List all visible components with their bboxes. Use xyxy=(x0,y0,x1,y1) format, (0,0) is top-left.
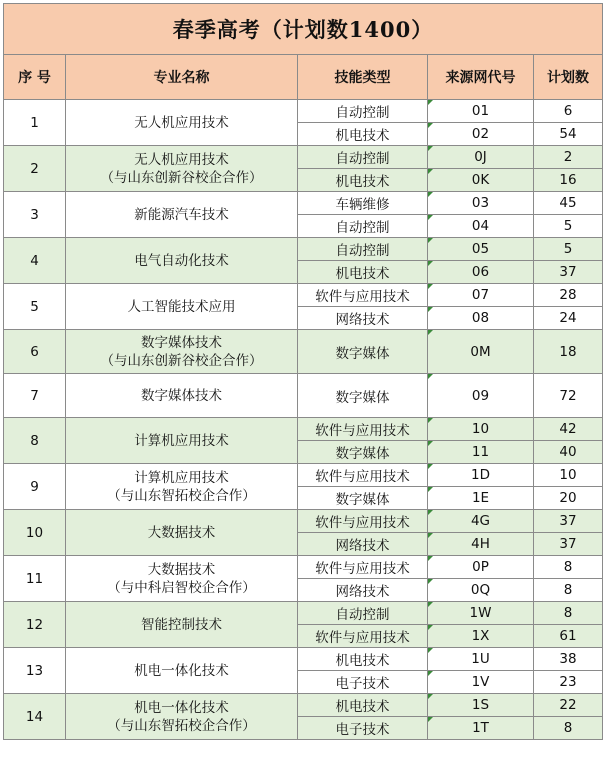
major-name-line: 新能源汽车技术 xyxy=(134,206,229,223)
cell-plan-count: 5 xyxy=(534,238,603,261)
cell-skill-type: 数字媒体 xyxy=(298,374,428,418)
cell-plan-count: 37 xyxy=(534,261,603,284)
cell-skill-type: 车辆维修 xyxy=(298,192,428,215)
cell-plan-count: 8 xyxy=(534,556,603,579)
cell-plan-count: 8 xyxy=(534,717,603,740)
table-row xyxy=(4,146,603,169)
cell-skill-type: 网络技术 xyxy=(298,533,428,556)
cell-skill-type: 数字媒体 xyxy=(298,487,428,510)
cell-source-code: 1D xyxy=(428,464,534,487)
table-row xyxy=(4,464,603,487)
cell-source-code: 1T xyxy=(428,717,534,740)
table-row xyxy=(4,330,603,374)
cell-plan-count: 28 xyxy=(534,284,603,307)
table-title: 春季高考（计划数1400） xyxy=(4,4,603,55)
cell-index: 8 xyxy=(4,418,66,464)
major-name-line: 电气自动化技术 xyxy=(134,252,229,269)
header-major: 专业名称 xyxy=(66,55,298,100)
cell-index: 11 xyxy=(4,556,66,602)
spreadsheet xyxy=(3,3,602,740)
cell-major-name xyxy=(66,602,298,648)
cell-source-code: 0P xyxy=(428,556,534,579)
cell-source-code: 1W xyxy=(428,602,534,625)
cell-major-name xyxy=(66,192,298,238)
cell-plan-count: 24 xyxy=(534,307,603,330)
cell-plan-count: 38 xyxy=(534,648,603,671)
header-plan-count: 计划数 xyxy=(534,55,603,100)
cell-major-name xyxy=(66,284,298,330)
cell-source-code: 09 xyxy=(428,374,534,418)
cell-index: 4 xyxy=(4,238,66,284)
cell-major-name xyxy=(66,510,298,556)
table-row xyxy=(4,284,603,307)
cell-index: 9 xyxy=(4,464,66,510)
major-partner-line: （与山东智拓校企合作） xyxy=(107,487,256,504)
cell-skill-type: 软件与应用技术 xyxy=(298,418,428,441)
cell-plan-count: 72 xyxy=(534,374,603,418)
cell-plan-count: 45 xyxy=(534,192,603,215)
cell-skill-type: 软件与应用技术 xyxy=(298,510,428,533)
cell-skill-type: 机电技术 xyxy=(298,694,428,717)
cell-major-name xyxy=(66,330,298,374)
table-row xyxy=(4,694,603,717)
table-row xyxy=(4,602,603,625)
cell-major-name xyxy=(66,648,298,694)
cell-source-code: 1X xyxy=(428,625,534,648)
cell-major-name xyxy=(66,464,298,510)
cell-source-code: 08 xyxy=(428,307,534,330)
cell-skill-type: 数字媒体 xyxy=(298,330,428,374)
cell-source-code: 0J xyxy=(428,146,534,169)
cell-plan-count: 8 xyxy=(534,602,603,625)
cell-source-code: 02 xyxy=(428,123,534,146)
cell-index: 3 xyxy=(4,192,66,238)
cell-plan-count: 10 xyxy=(534,464,603,487)
cell-plan-count: 6 xyxy=(534,100,603,123)
cell-skill-type: 自动控制 xyxy=(298,146,428,169)
cell-index: 5 xyxy=(4,284,66,330)
cell-plan-count: 18 xyxy=(534,330,603,374)
major-partner-line: （与山东智拓校企合作） xyxy=(107,717,256,734)
cell-index: 14 xyxy=(4,694,66,740)
major-partner-line: （与山东创新谷校企合作） xyxy=(100,352,263,369)
cell-index: 7 xyxy=(4,374,66,418)
major-partner-line: （与山东创新谷校企合作） xyxy=(100,169,263,186)
cell-index: 2 xyxy=(4,146,66,192)
cell-source-code: 04 xyxy=(428,215,534,238)
major-name-line: 数字媒体技术 xyxy=(141,334,222,351)
cell-source-code: 1E xyxy=(428,487,534,510)
cell-skill-type: 自动控制 xyxy=(298,602,428,625)
major-name-line: 无人机应用技术 xyxy=(134,151,229,168)
cell-source-code: 05 xyxy=(428,238,534,261)
cell-plan-count: 37 xyxy=(534,533,603,556)
table-body xyxy=(4,100,603,740)
cell-major-name xyxy=(66,556,298,602)
table-row xyxy=(4,418,603,441)
major-name-line: 大数据技术 xyxy=(147,524,216,541)
major-name-line: 无人机应用技术 xyxy=(134,114,229,131)
cell-plan-count: 61 xyxy=(534,625,603,648)
cell-source-code: 01 xyxy=(428,100,534,123)
table-row xyxy=(4,100,603,123)
cell-major-name xyxy=(66,238,298,284)
cell-skill-type: 自动控制 xyxy=(298,238,428,261)
table-row xyxy=(4,556,603,579)
cell-plan-count: 40 xyxy=(534,441,603,464)
cell-index: 6 xyxy=(4,330,66,374)
major-name-line: 计算机应用技术 xyxy=(134,469,229,486)
cell-index: 10 xyxy=(4,510,66,556)
cell-source-code: 0K xyxy=(428,169,534,192)
major-name-line: 数字媒体技术 xyxy=(141,387,222,404)
major-name-line: 计算机应用技术 xyxy=(134,432,229,449)
header-index: 序 号 xyxy=(4,55,66,100)
cell-index: 1 xyxy=(4,100,66,146)
cell-skill-type: 软件与应用技术 xyxy=(298,464,428,487)
cell-skill-type: 机电技术 xyxy=(298,123,428,146)
cell-major-name xyxy=(66,694,298,740)
cell-plan-count: 8 xyxy=(534,579,603,602)
cell-source-code: 4G xyxy=(428,510,534,533)
cell-plan-count: 20 xyxy=(534,487,603,510)
cell-skill-type: 机电技术 xyxy=(298,169,428,192)
cell-plan-count: 22 xyxy=(534,694,603,717)
cell-skill-type: 软件与应用技术 xyxy=(298,556,428,579)
enrollment-plan-table xyxy=(3,3,603,740)
cell-source-code: 4H xyxy=(428,533,534,556)
table-row xyxy=(4,238,603,261)
header-source-code: 来源网代号 xyxy=(428,55,534,100)
cell-source-code: 0M xyxy=(428,330,534,374)
cell-skill-type: 自动控制 xyxy=(298,100,428,123)
cell-source-code: 11 xyxy=(428,441,534,464)
cell-source-code: 06 xyxy=(428,261,534,284)
cell-major-name xyxy=(66,418,298,464)
cell-plan-count: 16 xyxy=(534,169,603,192)
cell-source-code: 1U xyxy=(428,648,534,671)
cell-skill-type: 机电技术 xyxy=(298,648,428,671)
cell-plan-count: 5 xyxy=(534,215,603,238)
major-name-line: 机电一体化技术 xyxy=(134,699,229,716)
cell-plan-count: 2 xyxy=(534,146,603,169)
cell-major-name xyxy=(66,100,298,146)
cell-skill-type: 电子技术 xyxy=(298,717,428,740)
cell-plan-count: 37 xyxy=(534,510,603,533)
cell-skill-type: 网络技术 xyxy=(298,579,428,602)
cell-skill-type: 网络技术 xyxy=(298,307,428,330)
major-name-line: 智能控制技术 xyxy=(141,616,222,633)
cell-major-name xyxy=(66,146,298,192)
cell-index: 12 xyxy=(4,602,66,648)
cell-source-code: 03 xyxy=(428,192,534,215)
cell-major-name xyxy=(66,374,298,418)
table-row xyxy=(4,510,603,533)
cell-source-code: 10 xyxy=(428,418,534,441)
cell-source-code: 0Q xyxy=(428,579,534,602)
cell-skill-type: 软件与应用技术 xyxy=(298,284,428,307)
header-skill-type: 技能类型 xyxy=(298,55,428,100)
table-row xyxy=(4,648,603,671)
cell-skill-type: 数字媒体 xyxy=(298,441,428,464)
major-partner-line: （与中科启智校企合作） xyxy=(107,579,256,596)
cell-skill-type: 电子技术 xyxy=(298,671,428,694)
cell-plan-count: 54 xyxy=(534,123,603,146)
cell-plan-count: 42 xyxy=(534,418,603,441)
table-row xyxy=(4,192,603,215)
cell-skill-type: 自动控制 xyxy=(298,215,428,238)
cell-index: 13 xyxy=(4,648,66,694)
cell-source-code: 1V xyxy=(428,671,534,694)
cell-skill-type: 软件与应用技术 xyxy=(298,625,428,648)
major-name-line: 人工智能技术应用 xyxy=(127,298,236,315)
cell-skill-type: 机电技术 xyxy=(298,261,428,284)
major-name-line: 大数据技术 xyxy=(147,561,216,578)
cell-plan-count: 23 xyxy=(534,671,603,694)
major-name-line: 机电一体化技术 xyxy=(134,662,229,679)
cell-source-code: 07 xyxy=(428,284,534,307)
cell-source-code: 1S xyxy=(428,694,534,717)
table-row xyxy=(4,374,603,418)
